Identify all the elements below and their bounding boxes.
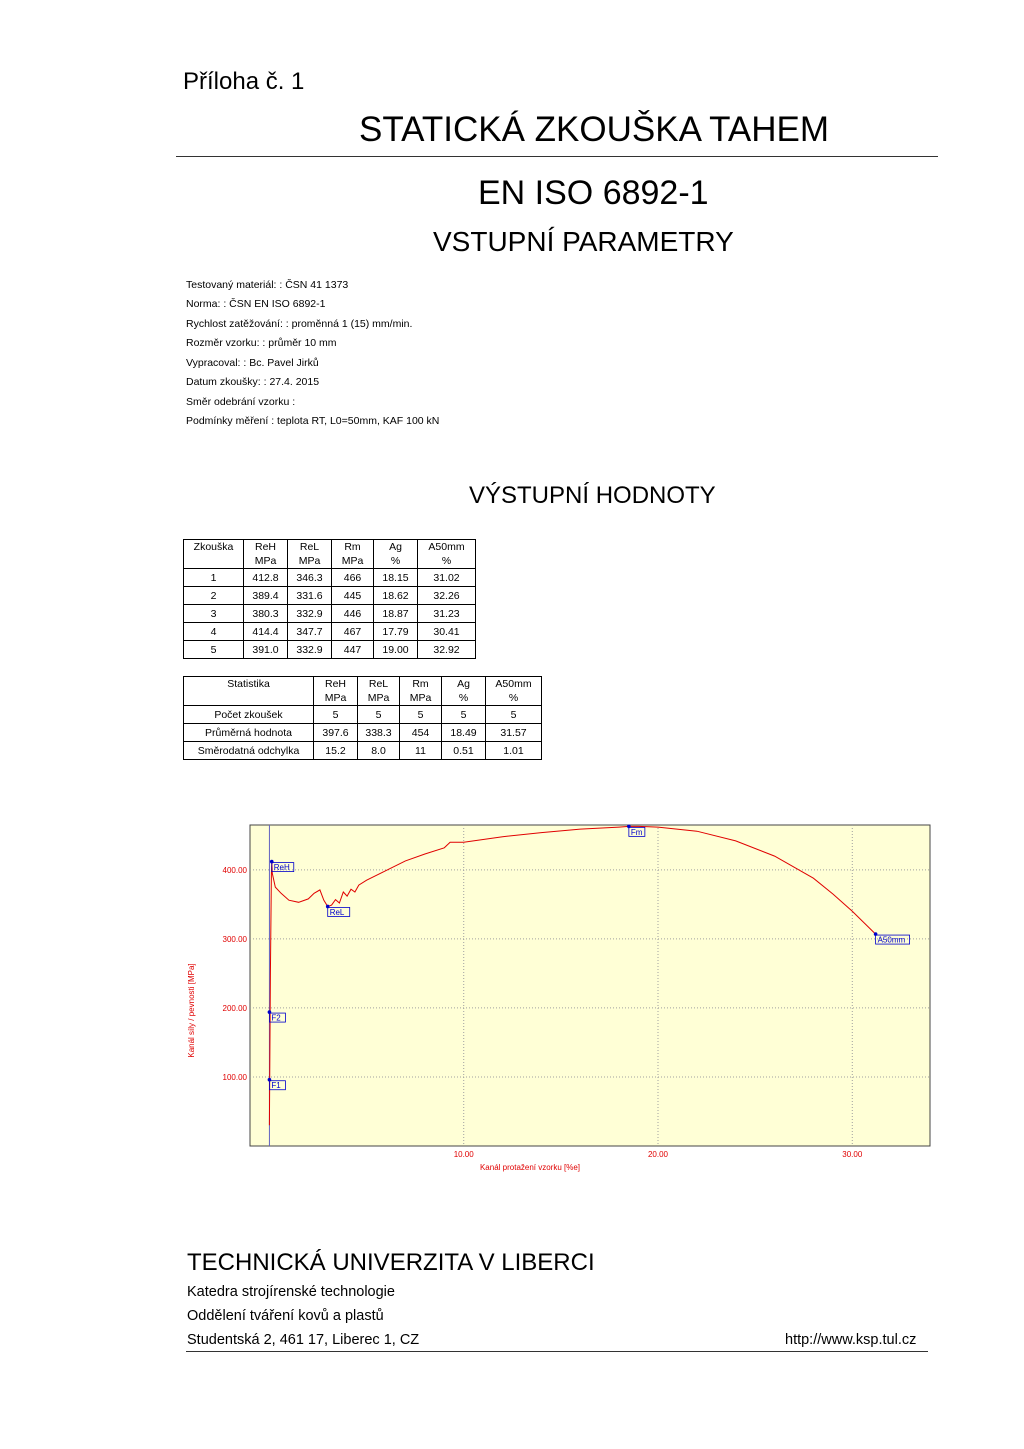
table-cell: 332.9 (288, 605, 332, 623)
unit-cell: MPa (288, 554, 332, 569)
table-cell: 18.87 (374, 605, 418, 623)
table-cell: 31.02 (418, 569, 476, 587)
statistics-table (183, 676, 542, 760)
table-row (184, 587, 476, 605)
results-units-row (184, 554, 476, 569)
table-cell: 17.79 (374, 623, 418, 641)
table-cell: 30.41 (418, 623, 476, 641)
param-specimen-size: Rozměr vzorku: : průměr 10 mm (186, 337, 337, 349)
param-conditions: Podmínky měření : teplota RT, L0=50mm, KAF 100 kN (186, 415, 440, 427)
table-row (184, 569, 476, 587)
unit-cell: MPa (400, 691, 442, 706)
results-header-row (184, 540, 476, 555)
table-cell: 338.3 (358, 724, 400, 742)
param-sampling-direction: Směr odebrání vzorku : (186, 396, 296, 408)
col-header-ag: Ag (442, 677, 486, 692)
param-material: Testovaný materiál: : ČSN 41 1373 (186, 279, 349, 291)
table-cell: 1 (184, 569, 244, 587)
table-cell: 18.62 (374, 587, 418, 605)
unit-cell: % (374, 554, 418, 569)
table-cell: 412.8 (244, 569, 288, 587)
statistics-header-row (184, 677, 542, 692)
statistics-units-row (184, 691, 542, 706)
table-row (184, 706, 542, 724)
table-cell: 11 (400, 742, 442, 760)
table-cell: 389.4 (244, 587, 288, 605)
table-cell: 5 (486, 706, 542, 724)
table-cell: 466 (332, 569, 374, 587)
table-cell: Směrodatná odchylka (184, 742, 314, 760)
marker-label: ReL (329, 907, 345, 917)
col-header-reh: ReH (244, 540, 288, 555)
website-link[interactable]: http://www.ksp.tul.cz (785, 1332, 917, 1348)
marker-label: A50mm (877, 935, 906, 945)
unit-cell (184, 691, 314, 706)
results-table (183, 539, 476, 659)
table-cell: 391.0 (244, 641, 288, 659)
university-name: TECHNICKÁ UNIVERZITA V LIBERCI (187, 1249, 595, 1276)
table-cell: Počet zkoušek (184, 706, 314, 724)
appendix-label: Příloha č. 1 (183, 68, 305, 95)
table-cell: 346.3 (288, 569, 332, 587)
department-name: Katedra strojírenské technologie (187, 1284, 395, 1300)
col-header-rel: ReL (288, 540, 332, 555)
table-cell: 454 (400, 724, 442, 742)
table-cell: 347.7 (288, 623, 332, 641)
col-header-statistic: Statistika (184, 677, 314, 692)
param-author: Vypracoval: : Bc. Pavel Jirků (186, 357, 319, 369)
table-cell: 32.26 (418, 587, 476, 605)
marker-label: Fm (630, 827, 643, 837)
marker-label: ReH (273, 863, 290, 873)
y-tick-label: 400.00 (222, 865, 247, 875)
x-tick-label: 30.00 (842, 1150, 863, 1159)
table-cell: 467 (332, 623, 374, 641)
table-cell: 5 (314, 706, 358, 724)
table-row (184, 623, 476, 641)
col-header-rm: Rm (332, 540, 374, 555)
table-cell: 447 (332, 641, 374, 659)
table-cell: 1.01 (486, 742, 542, 760)
x-tick-label: 10.00 (453, 1150, 474, 1159)
unit-cell (184, 554, 244, 569)
table-cell: 31.23 (418, 605, 476, 623)
marker-label: F1 (271, 1081, 281, 1091)
table-row (184, 742, 542, 760)
col-header-a50mm: A50mm (486, 677, 542, 692)
table-cell: 15.2 (314, 742, 358, 760)
col-header-test: Zkouška (184, 540, 244, 555)
table-cell: 5 (184, 641, 244, 659)
col-header-rel: ReL (358, 677, 400, 692)
y-tick-label: 100.00 (222, 1072, 247, 1082)
table-cell: 331.6 (288, 587, 332, 605)
unit-cell: MPa (332, 554, 374, 569)
marker-label: F2 (271, 1013, 281, 1023)
address: Studentská 2, 461 17, Liberec 1, CZ (187, 1332, 420, 1348)
table-cell: 4 (184, 623, 244, 641)
table-cell: 18.49 (442, 724, 486, 742)
document-title: STATICKÁ ZKOUŠKA TAHEM (359, 110, 829, 149)
x-axis-label: Kanál protažení vzorku [%e] (479, 1163, 581, 1172)
division-name: Oddělení tváření kovů a plastů (187, 1308, 384, 1324)
standard-heading: EN ISO 6892-1 (478, 174, 709, 212)
unit-cell: % (418, 554, 476, 569)
y-tick-label: 200.00 (222, 1003, 247, 1013)
table-cell: 5 (358, 706, 400, 724)
table-cell: 19.00 (374, 641, 418, 659)
col-header-rm: Rm (400, 677, 442, 692)
param-loading-rate: Rychlost zatěžování: : proměnná 1 (15) mm/min. (186, 318, 413, 330)
table-cell: 18.15 (374, 569, 418, 587)
table-row (184, 641, 476, 659)
table-cell: 446 (332, 605, 374, 623)
table-cell: 380.3 (244, 605, 288, 623)
table-cell: 332.9 (288, 641, 332, 659)
table-cell: 397.6 (314, 724, 358, 742)
x-tick-label: 20.00 (647, 1150, 669, 1159)
col-header-ag: Ag (374, 540, 418, 555)
param-test-date: Datum zkoušky: : 27.4. 2015 (186, 376, 320, 388)
table-cell: 445 (332, 587, 374, 605)
table-cell: 0.51 (442, 742, 486, 760)
stress-strain-chart (180, 815, 940, 1175)
y-axis-label: Kanál síly / pevnosti [MPa] (187, 963, 196, 1058)
table-cell: Průměrná hodnota (184, 724, 314, 742)
input-parameters-heading: VSTUPNÍ PARAMETRY (433, 226, 734, 257)
col-header-a50mm: A50mm (418, 540, 476, 555)
title-divider (176, 156, 938, 157)
table-cell: 8.0 (358, 742, 400, 760)
table-cell: 5 (442, 706, 486, 724)
col-header-reh: ReH (314, 677, 358, 692)
param-norm: Norma: : ČSN EN ISO 6892-1 (186, 298, 326, 310)
table-cell: 31.57 (486, 724, 542, 742)
table-row (184, 724, 542, 742)
footer-divider (186, 1351, 928, 1352)
unit-cell: % (486, 691, 542, 706)
output-values-heading: VÝSTUPNÍ HODNOTY (469, 482, 716, 509)
table-cell: 5 (400, 706, 442, 724)
y-tick-label: 300.00 (222, 934, 247, 944)
table-cell: 2 (184, 587, 244, 605)
table-row (184, 605, 476, 623)
table-cell: 32.92 (418, 641, 476, 659)
unit-cell: % (442, 691, 486, 706)
unit-cell: MPa (358, 691, 400, 706)
plot-area (250, 825, 930, 1146)
unit-cell: MPa (244, 554, 288, 569)
table-cell: 414.4 (244, 623, 288, 641)
table-cell: 3 (184, 605, 244, 623)
unit-cell: MPa (314, 691, 358, 706)
